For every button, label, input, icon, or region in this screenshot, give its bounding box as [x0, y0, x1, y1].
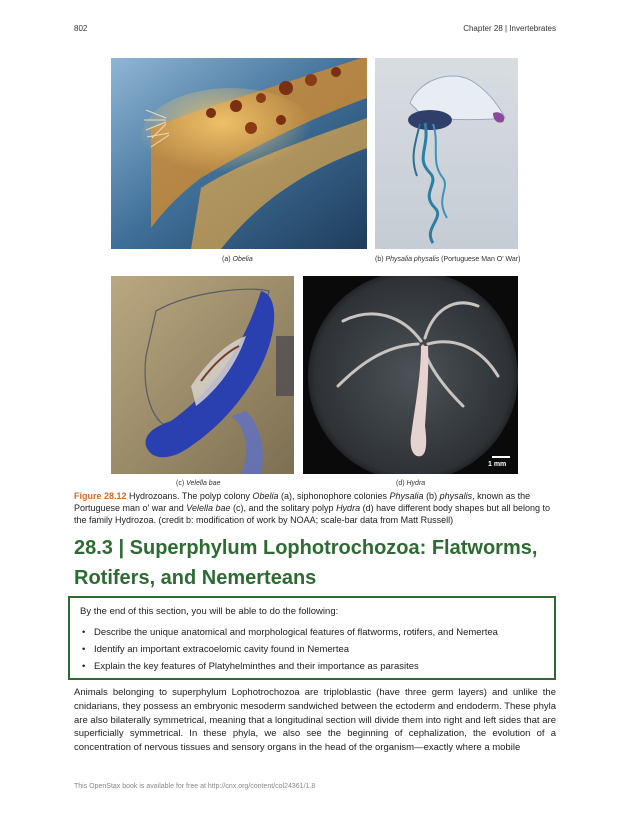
panel-name: Physalia physalis — [385, 256, 440, 263]
body-paragraph: Animals belonging to superphylum Lophotrochozoa are triploblastic (have three germ layers) and unlike the cnidarians, they possess an embryonic mesoderm sandwiched between the ectoderm and endoderm. These phyla are also bilaterally symmetrical, meaning that a longitudinal section will divide them into right and left sides that are superficially symmetrical. In these phyla, we also see the beginning of cephalization, the evolution of a concentration of nervous tissues and sensory organs in the head of the organism—exactly where a mobile — [74, 687, 556, 754]
objective-item — [80, 658, 498, 675]
panel-name: Hydra — [406, 480, 426, 487]
objective-text: Identify an important extracoelomic cavity found in Nemertea — [94, 644, 350, 655]
section-title: 28.3 | Superphylum Lophotrochozoa: Flatworms, Rotifers, and Nemerteans — [74, 537, 538, 589]
caption-a — [222, 256, 253, 263]
bullet-icon: • — [82, 627, 86, 638]
panel-letter: (d) — [396, 480, 407, 487]
caption-species: Obelia — [252, 491, 279, 501]
caption-b — [375, 256, 520, 263]
objective-text: Describe the unique anatomical and morphological features of flatworms, rotifers, and Nemertea — [94, 627, 498, 638]
caption-text: (d) have different body shapes but all belong to the family Hydrozoa. (credit b: modification of work by NOAA; scale-bar data from Matt Russell) — [74, 503, 551, 525]
panel-extra: (Portuguese Man O' War) — [439, 256, 521, 263]
caption-species: physalis — [439, 491, 473, 501]
page-number: 802 — [74, 24, 88, 33]
objective-item — [80, 624, 498, 641]
caption-text: (c), and the solitary polyp — [230, 503, 337, 513]
caption-d — [396, 480, 425, 487]
photo-hydra — [303, 276, 518, 474]
caption-c — [176, 480, 221, 487]
panel-name: Velella bae — [186, 480, 221, 487]
scale-bar-label: 1 mm — [488, 461, 507, 468]
panel-letter: (b) — [375, 256, 386, 263]
panel-letter: (a) — [222, 256, 233, 263]
caption-text: , known as the Portuguese man o' war and — [74, 491, 531, 513]
figure-caption — [74, 490, 556, 526]
bullet-icon: • — [82, 644, 86, 655]
bullet-icon: • — [82, 661, 86, 672]
panel-letter: (c) — [176, 480, 187, 487]
footer-note: This OpenStax book is available for free at http://cnx.org/content/col24361/1.8 — [74, 783, 316, 790]
photo-obelia — [111, 58, 367, 249]
objectives-intro: By the end of this section, you will be able to do the following: — [80, 606, 339, 617]
caption-species: Physalia — [389, 491, 424, 501]
panel-name: Obelia — [232, 256, 253, 263]
learning-objectives-box — [68, 596, 556, 680]
caption-text: (a), siphonophore colonies — [278, 491, 390, 501]
caption-text: (b) — [423, 491, 440, 501]
objective-text: Explain the key features of Platyhelminthes and their importance as parasites — [94, 661, 419, 672]
photo-velella — [111, 276, 294, 474]
photo-physalia — [375, 58, 518, 249]
caption-species: Hydra — [336, 503, 361, 513]
caption-species: Velella bae — [186, 503, 231, 513]
figure-label: Figure 28.12 — [74, 491, 127, 501]
running-header: Chapter 28 | Invertebrates — [463, 24, 556, 33]
caption-text: Hydrozoans. The polyp colony — [126, 491, 253, 501]
objective-item — [80, 641, 498, 658]
objectives-list — [80, 624, 498, 675]
scale-bar — [492, 456, 510, 458]
